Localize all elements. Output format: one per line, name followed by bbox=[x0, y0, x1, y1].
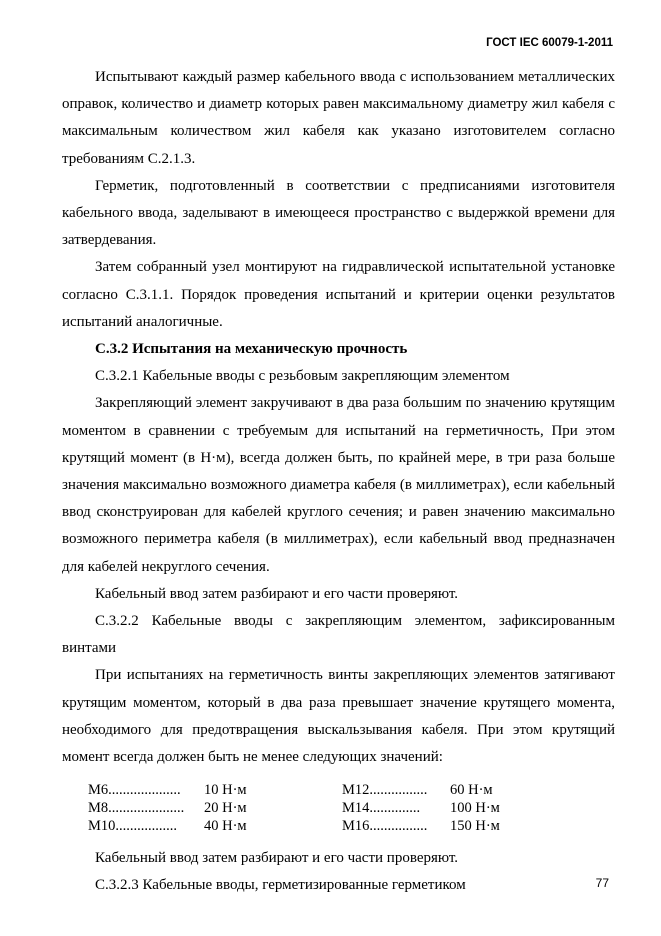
torque-size: М8..................... bbox=[88, 800, 185, 817]
document-header: ГОСТ IEC 60079-1-2011 bbox=[486, 37, 613, 49]
torque-value: 10 Н·м bbox=[204, 782, 247, 799]
torque-value: 60 Н·м bbox=[450, 782, 493, 799]
paragraph-torque-requirements: Закрепляющий элемент закручивают в два раза большим по значению крутящим моментом в сравнении с требуемым для испытаний на герметичность, При этом крутящий момент (в Н·м), всегда должен быть, по крайней мере, в три раза больше значения максимально возможного диаметра кабеля (в миллиметрах), если кабельный ввод сконструирован для кабелей круглого сечения; и равен значению максимально возможного периметра кабеля (в миллиметрах), если кабельный ввод предназначен для кабелей некруглого сечения. bbox=[62, 395, 615, 575]
torque-size: М12................ bbox=[342, 782, 428, 799]
subsection-c3222: С.3.2.2 Кабельные вводы с закрепляющим элементом, зафиксированным винтами bbox=[62, 613, 615, 657]
page-number: 77 bbox=[595, 876, 609, 890]
paragraph-screws-torque: При испытаниях на герметичность винты закрепляющих элементов затягивают крутящим моментом, который в два раза превышает значение крутящего момента, необходимого для предотвращения выскальзывания кабеля. При этом крутящий момент всегда должен быть не менее следующих значений: bbox=[62, 667, 615, 766]
paragraph-test-sizes: Испытывают каждый размер кабельного ввода с использованием металлических оправок, количество и диаметр которых равен максимальному диаметру жил кабеля с максимальным количеством жил кабеля как указано изготовителем согласно требованиям С.2.1.3. bbox=[62, 69, 615, 167]
torque-size: М6.................... bbox=[88, 782, 181, 799]
torque-value: 20 Н·м bbox=[204, 800, 247, 817]
torque-value: 100 Н·м bbox=[450, 800, 500, 817]
torque-table bbox=[88, 781, 615, 835]
subsection-c3221: С.3.2.1 Кабельные вводы с резьбовым закрепляющим элементом bbox=[95, 368, 510, 385]
paragraph-hydraulic-test: Затем собранный узел монтируют на гидравлической испытательной установке согласно С.3.1.1. Порядок проведения испытаний и критерии оценки результатов испытаний аналогичные. bbox=[62, 259, 615, 330]
document-body bbox=[62, 64, 615, 900]
paragraph-disassemble-2: Кабельный ввод затем разбирают и его части проверяют. bbox=[95, 850, 459, 867]
torque-row bbox=[88, 799, 615, 817]
torque-size: М10................. bbox=[88, 818, 178, 835]
torque-row bbox=[88, 817, 615, 835]
torque-size: М16................ bbox=[342, 818, 428, 835]
paragraph-sealant: Герметик, подготовленный в соответствии с предписаниями изготовителя кабельного ввода, заделывают в имеющееся пространство с выдержкой времени для затвердевания. bbox=[62, 177, 615, 249]
torque-value: 150 Н·м bbox=[450, 818, 500, 835]
torque-value: 40 Н·м bbox=[204, 818, 247, 835]
subsection-c3223: С.3.2.3 Кабельные вводы, герметизированные герметиком bbox=[95, 877, 466, 894]
torque-row bbox=[88, 781, 615, 799]
torque-size: М14.............. bbox=[342, 800, 421, 817]
paragraph-disassemble-1: Кабельный ввод затем разбирают и его части проверяют. bbox=[95, 585, 459, 602]
section-heading-c32: С.3.2 Испытания на механическую прочность bbox=[95, 341, 408, 358]
